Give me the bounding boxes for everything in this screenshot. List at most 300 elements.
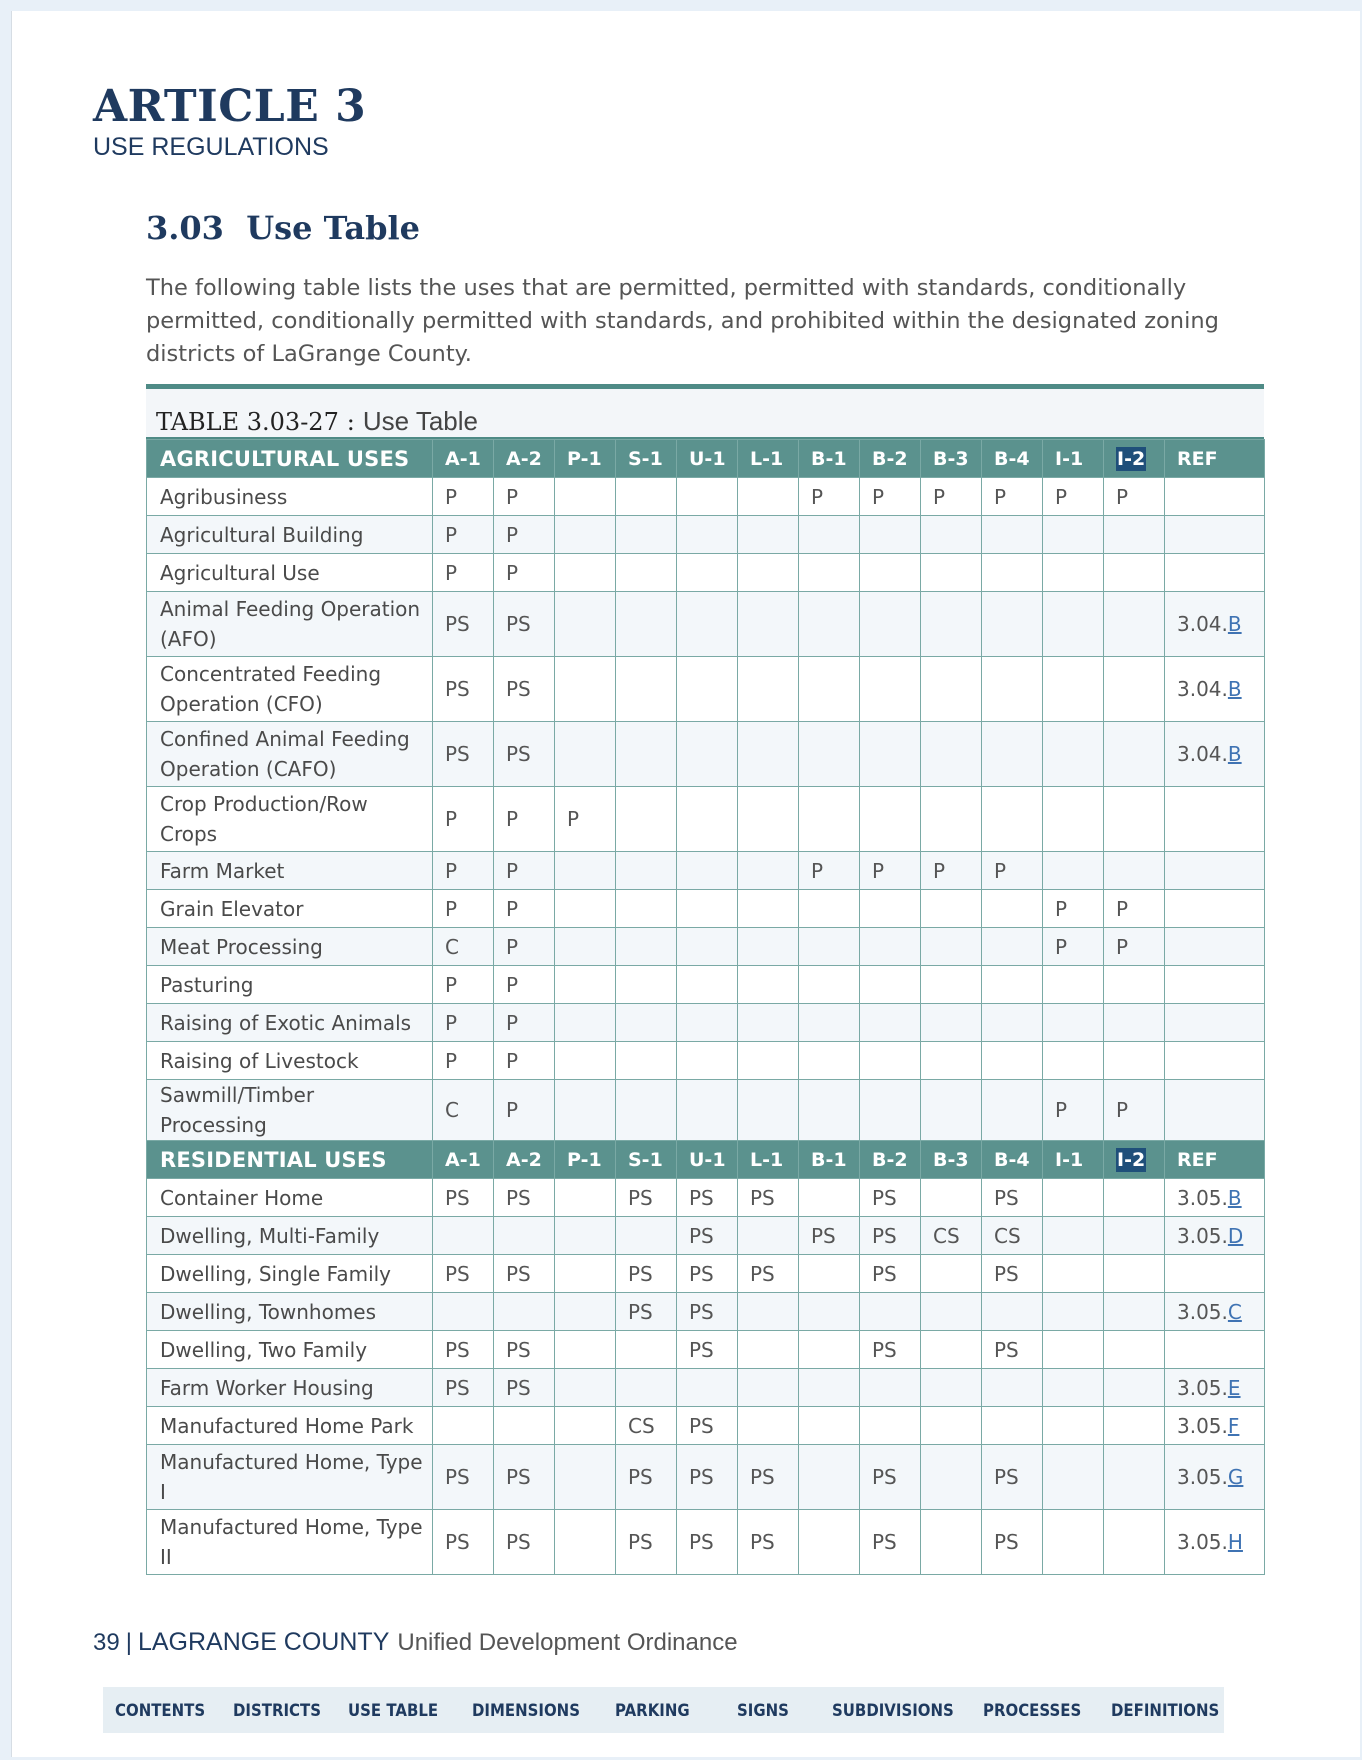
district-permission-cell: PS	[494, 592, 555, 657]
district-permission-cell: PS	[433, 1445, 494, 1510]
use-name: Agribusiness	[147, 478, 433, 516]
district-permission-cell	[921, 1510, 982, 1575]
column-header	[677, 1141, 738, 1179]
reference-cell	[1165, 1445, 1265, 1510]
district-permission-cell	[1043, 1369, 1104, 1407]
reference-cell	[1165, 1080, 1265, 1141]
district-permission-cell	[1043, 1445, 1104, 1510]
district-permission-cell	[860, 1293, 921, 1331]
district-permission-cell: P	[494, 787, 555, 852]
district-permission-cell: PS	[738, 1445, 799, 1510]
column-header-label: S-1	[628, 1148, 663, 1171]
district-permission-cell	[1104, 592, 1165, 657]
district-permission-cell	[799, 554, 860, 592]
district-permission-cell	[1104, 1407, 1165, 1445]
column-header-label: B-3	[933, 1148, 969, 1171]
district-permission-cell	[677, 966, 738, 1004]
district-permission-cell: PS	[982, 1510, 1043, 1575]
district-permission-cell	[433, 1407, 494, 1445]
district-permission-cell: PS	[982, 1445, 1043, 1510]
district-permission-cell	[921, 787, 982, 852]
district-permission-cell: P	[860, 478, 921, 516]
district-permission-cell: PS	[433, 1510, 494, 1575]
district-permission-cell	[921, 1042, 982, 1080]
district-permission-cell	[616, 1369, 677, 1407]
reference-cell	[1165, 1510, 1265, 1575]
district-permission-cell	[616, 852, 677, 890]
reference-link[interactable]: B	[1227, 612, 1242, 636]
use-table-container	[146, 384, 1264, 1575]
district-permission-cell	[616, 722, 677, 787]
district-permission-cell: PS	[494, 1179, 555, 1217]
district-permission-cell	[494, 1293, 555, 1331]
district-permission-cell: PS	[677, 1293, 738, 1331]
column-header	[616, 1141, 677, 1179]
district-permission-cell	[1104, 852, 1165, 890]
district-permission-cell: P	[1043, 890, 1104, 928]
column-header	[738, 440, 799, 478]
district-permission-cell	[677, 1042, 738, 1080]
district-permission-cell: P	[494, 966, 555, 1004]
district-permission-cell	[738, 554, 799, 592]
district-permission-cell	[616, 1331, 677, 1369]
district-permission-cell	[738, 1042, 799, 1080]
reference-cell	[1165, 516, 1265, 554]
district-permission-cell	[982, 516, 1043, 554]
district-permission-cell: PS	[494, 1331, 555, 1369]
table-row	[147, 852, 1265, 890]
district-permission-cell	[921, 1179, 982, 1217]
district-permission-cell	[1104, 1293, 1165, 1331]
district-permission-cell	[799, 1510, 860, 1575]
district-permission-cell	[616, 478, 677, 516]
reference-cell	[1165, 592, 1265, 657]
district-permission-cell	[738, 1004, 799, 1042]
district-permission-cell: P	[921, 478, 982, 516]
column-header	[1165, 1141, 1265, 1179]
table-group-header	[147, 1141, 1265, 1179]
column-header	[555, 1141, 616, 1179]
district-permission-cell	[799, 787, 860, 852]
district-permission-cell	[982, 1407, 1043, 1445]
district-permission-cell: P	[982, 852, 1043, 890]
district-permission-cell	[616, 1042, 677, 1080]
district-permission-cell	[982, 1042, 1043, 1080]
table-row	[147, 1042, 1265, 1080]
district-permission-cell	[799, 1179, 860, 1217]
use-name: Farm Market	[147, 852, 433, 890]
reference-cell	[1165, 890, 1265, 928]
column-header-label: L-1	[750, 1148, 784, 1171]
use-table	[146, 439, 1265, 1575]
nav-dimensions[interactable]: DIMENSIONS	[472, 1701, 580, 1721]
district-permission-cell: PS	[677, 1179, 738, 1217]
district-permission-cell: PS	[616, 1179, 677, 1217]
district-permission-cell: PS	[860, 1179, 921, 1217]
use-name: Container Home	[147, 1179, 433, 1217]
district-permission-cell	[555, 1255, 616, 1293]
column-header-label: I-1	[1055, 447, 1084, 470]
district-permission-cell	[1104, 1255, 1165, 1293]
district-permission-cell: P	[494, 852, 555, 890]
district-permission-cell	[799, 722, 860, 787]
article-subtitle: USE REGULATIONS	[93, 133, 329, 161]
use-name: Dwelling, Single Family	[147, 1255, 433, 1293]
district-permission-cell	[677, 890, 738, 928]
column-header	[1043, 440, 1104, 478]
district-permission-cell	[555, 478, 616, 516]
district-permission-cell: PS	[738, 1510, 799, 1575]
reference-cell	[1165, 1293, 1265, 1331]
district-permission-cell: P	[494, 890, 555, 928]
district-permission-cell	[860, 554, 921, 592]
table-caption	[146, 389, 1264, 439]
column-header	[433, 440, 494, 478]
page-footer	[93, 1628, 738, 1657]
district-permission-cell: P	[555, 787, 616, 852]
section-heading: 3.03 Use Table	[146, 209, 421, 247]
reference-cell	[1165, 1255, 1265, 1293]
district-permission-cell	[1104, 1445, 1165, 1510]
district-permission-cell	[799, 1080, 860, 1141]
column-header	[982, 1141, 1043, 1179]
district-permission-cell	[860, 1080, 921, 1141]
nav-processes[interactable]: PROCESSES	[983, 1701, 1082, 1721]
district-permission-cell: PS	[677, 1331, 738, 1369]
table-row	[147, 1179, 1265, 1217]
table-row	[147, 554, 1265, 592]
reference-link[interactable]: G	[1227, 1465, 1244, 1489]
district-permission-cell	[555, 722, 616, 787]
district-permission-cell	[799, 657, 860, 722]
district-permission-cell	[860, 1004, 921, 1042]
table-row	[147, 516, 1265, 554]
table-row	[147, 1445, 1265, 1510]
district-permission-cell	[616, 516, 677, 554]
column-header	[616, 440, 677, 478]
district-permission-cell	[555, 516, 616, 554]
reference-cell	[1165, 1042, 1265, 1080]
district-permission-cell	[799, 1369, 860, 1407]
district-permission-cell	[1043, 1004, 1104, 1042]
district-permission-cell	[738, 890, 799, 928]
district-permission-cell: PS	[616, 1293, 677, 1331]
nav-districts[interactable]: DISTRICTS	[233, 1701, 322, 1721]
district-permission-cell	[982, 1369, 1043, 1407]
article-title: ARTICLE 3	[93, 81, 367, 132]
district-permission-cell	[982, 592, 1043, 657]
reference-section: 3.05.	[1177, 1185, 1228, 1210]
group-name: AGRICULTURAL USES	[147, 440, 433, 478]
district-permission-cell	[860, 722, 921, 787]
column-header-label: A-2	[506, 447, 542, 470]
table-row	[147, 1293, 1265, 1331]
district-permission-cell	[1104, 1510, 1165, 1575]
reference-cell	[1165, 928, 1265, 966]
district-permission-cell: P	[1104, 890, 1165, 928]
district-permission-cell: PS	[433, 592, 494, 657]
district-permission-cell	[738, 722, 799, 787]
district-permission-cell: PS	[494, 1369, 555, 1407]
reference-link[interactable]: B	[1227, 1185, 1242, 1210]
district-permission-cell	[1043, 966, 1104, 1004]
district-permission-cell	[1104, 1042, 1165, 1080]
district-permission-cell	[616, 890, 677, 928]
district-permission-cell	[1104, 1369, 1165, 1407]
reference-section: 3.04.	[1177, 677, 1228, 701]
district-permission-cell	[555, 1293, 616, 1331]
bottom-navigation	[103, 1687, 1224, 1733]
table-row	[147, 928, 1265, 966]
column-header	[921, 1141, 982, 1179]
reference-link[interactable]: E	[1227, 1375, 1241, 1400]
district-permission-cell: PS	[860, 1255, 921, 1293]
district-permission-cell	[1104, 966, 1165, 1004]
district-permission-cell	[799, 516, 860, 554]
district-permission-cell	[1043, 1179, 1104, 1217]
district-permission-cell	[860, 966, 921, 1004]
district-permission-cell	[738, 1369, 799, 1407]
district-permission-cell	[616, 966, 677, 1004]
column-header-label: A-1	[445, 447, 481, 470]
use-name: Manufactured Home Park	[147, 1407, 433, 1445]
column-header	[494, 440, 555, 478]
nav-parking[interactable]: PARKING	[615, 1701, 690, 1721]
district-permission-cell: PS	[677, 1445, 738, 1510]
reference-cell	[1165, 1331, 1265, 1369]
district-permission-cell: P	[494, 1080, 555, 1141]
district-permission-cell: PS	[860, 1217, 921, 1255]
district-permission-cell	[555, 1042, 616, 1080]
district-permission-cell	[555, 890, 616, 928]
nav-contents[interactable]: CONTENTS	[115, 1701, 206, 1721]
district-permission-cell	[860, 516, 921, 554]
district-permission-cell	[1104, 722, 1165, 787]
district-permission-cell	[555, 1445, 616, 1510]
table-group-header	[147, 440, 1265, 478]
district-permission-cell: P	[799, 478, 860, 516]
district-permission-cell	[860, 657, 921, 722]
district-permission-cell	[799, 1042, 860, 1080]
district-permission-cell: PS	[860, 1445, 921, 1510]
use-name: Agricultural Building	[147, 516, 433, 554]
district-permission-cell	[982, 787, 1043, 852]
district-permission-cell	[799, 1293, 860, 1331]
district-permission-cell: P	[494, 1042, 555, 1080]
district-permission-cell	[921, 1080, 982, 1141]
table-row	[147, 890, 1265, 928]
table-row	[147, 592, 1265, 657]
district-permission-cell	[860, 928, 921, 966]
column-header-label: I-2	[1117, 447, 1146, 470]
use-name: Grain Elevator	[147, 890, 433, 928]
district-permission-cell	[921, 966, 982, 1004]
district-permission-cell: PS	[433, 1255, 494, 1293]
district-permission-cell: CS	[616, 1407, 677, 1445]
reference-link[interactable]: B	[1227, 677, 1242, 701]
group-name: RESIDENTIAL USES	[147, 1141, 433, 1179]
reference-cell	[1165, 1179, 1265, 1217]
nav-subdivisions[interactable]: SUBDIVISIONS	[832, 1701, 954, 1721]
nav-definitions[interactable]: DEFINITIONS	[1111, 1701, 1220, 1721]
table-row	[147, 787, 1265, 852]
district-permission-cell	[1043, 1407, 1104, 1445]
district-permission-cell	[555, 852, 616, 890]
column-header	[494, 1141, 555, 1179]
district-permission-cell: P	[494, 1004, 555, 1042]
reference-cell	[1165, 966, 1265, 1004]
district-permission-cell	[799, 890, 860, 928]
district-permission-cell	[1104, 1004, 1165, 1042]
column-header-label: U-1	[689, 1148, 726, 1171]
table-row	[147, 657, 1265, 722]
district-permission-cell	[616, 1217, 677, 1255]
column-header-label: L-1	[750, 447, 784, 470]
district-permission-cell: P	[982, 478, 1043, 516]
nav-signs[interactable]: SIGNS	[737, 1701, 789, 1721]
district-permission-cell	[433, 1217, 494, 1255]
district-permission-cell: PS	[982, 1331, 1043, 1369]
column-header-label: B-2	[872, 1148, 908, 1171]
district-permission-cell	[555, 1407, 616, 1445]
district-permission-cell	[921, 1331, 982, 1369]
district-permission-cell	[494, 1217, 555, 1255]
district-permission-cell: P	[1104, 928, 1165, 966]
column-header-label: I-2	[1117, 1148, 1146, 1171]
nav-use-table[interactable]: USE TABLE	[348, 1701, 439, 1721]
district-permission-cell: P	[433, 852, 494, 890]
reference-cell	[1165, 722, 1265, 787]
reference-link[interactable]: C	[1227, 1299, 1242, 1324]
reference-section: 3.05.	[1177, 1299, 1228, 1324]
reference-link[interactable]: D	[1227, 1223, 1244, 1248]
district-permission-cell: P	[494, 928, 555, 966]
district-permission-cell	[677, 928, 738, 966]
district-permission-cell	[555, 928, 616, 966]
district-permission-cell	[921, 554, 982, 592]
district-permission-cell	[555, 1369, 616, 1407]
district-permission-cell	[555, 592, 616, 657]
column-header-label: B-4	[994, 1148, 1030, 1171]
district-permission-cell	[1043, 1217, 1104, 1255]
district-permission-cell	[1043, 1042, 1104, 1080]
district-permission-cell: PS	[494, 1255, 555, 1293]
district-permission-cell	[1043, 592, 1104, 657]
district-permission-cell	[921, 928, 982, 966]
district-permission-cell	[921, 657, 982, 722]
column-header-label: P-1	[567, 447, 602, 470]
district-permission-cell: P	[921, 852, 982, 890]
district-permission-cell	[921, 1445, 982, 1510]
district-permission-cell: PS	[433, 1331, 494, 1369]
district-permission-cell	[921, 722, 982, 787]
district-permission-cell: C	[433, 1080, 494, 1141]
district-permission-cell	[1104, 657, 1165, 722]
district-permission-cell	[433, 1293, 494, 1331]
district-permission-cell	[738, 478, 799, 516]
district-permission-cell: PS	[677, 1407, 738, 1445]
district-permission-cell: PS	[982, 1255, 1043, 1293]
district-permission-cell	[799, 1407, 860, 1445]
district-permission-cell	[616, 657, 677, 722]
use-name: Manufactured Home, Type II	[147, 1510, 433, 1575]
column-header	[799, 1141, 860, 1179]
district-permission-cell	[555, 1080, 616, 1141]
district-permission-cell: P	[433, 787, 494, 852]
column-header	[1165, 440, 1265, 478]
district-permission-cell	[738, 928, 799, 966]
column-header-label: B-3	[933, 447, 969, 470]
table-row	[147, 1331, 1265, 1369]
column-header-label: A-2	[506, 1148, 542, 1171]
district-permission-cell: P	[860, 852, 921, 890]
column-header-label: B-2	[872, 447, 908, 470]
district-permission-cell	[494, 1407, 555, 1445]
district-permission-cell	[555, 1004, 616, 1042]
table-caption-separator: :	[346, 408, 355, 436]
reference-section: 3.05.	[1177, 1375, 1228, 1400]
district-permission-cell	[982, 554, 1043, 592]
district-permission-cell: PS	[616, 1510, 677, 1575]
district-permission-cell	[1043, 852, 1104, 890]
column-header-label: U-1	[689, 447, 726, 470]
district-permission-cell: PS	[860, 1331, 921, 1369]
table-row	[147, 1004, 1265, 1042]
district-permission-cell	[1043, 1255, 1104, 1293]
use-name: Agricultural Use	[147, 554, 433, 592]
district-permission-cell	[677, 592, 738, 657]
column-header	[921, 440, 982, 478]
column-header	[677, 440, 738, 478]
district-permission-cell	[738, 1407, 799, 1445]
district-permission-cell: P	[1104, 478, 1165, 516]
use-name: Farm Worker Housing	[147, 1369, 433, 1407]
reference-section: 3.04.	[1177, 612, 1228, 636]
district-permission-cell	[555, 1331, 616, 1369]
district-permission-cell	[799, 928, 860, 966]
column-header	[799, 440, 860, 478]
use-name: Dwelling, Two Family	[147, 1331, 433, 1369]
district-permission-cell	[677, 1369, 738, 1407]
column-header	[555, 440, 616, 478]
reference-link[interactable]: B	[1227, 742, 1242, 766]
district-permission-cell	[982, 1293, 1043, 1331]
table-row	[147, 966, 1265, 1004]
district-permission-cell	[677, 787, 738, 852]
reference-link[interactable]: H	[1227, 1530, 1243, 1554]
use-name: Concentrated Feeding Operation (CFO)	[147, 657, 433, 722]
table-row	[147, 1407, 1265, 1445]
district-permission-cell	[921, 592, 982, 657]
district-permission-cell	[921, 1369, 982, 1407]
district-permission-cell	[982, 657, 1043, 722]
district-permission-cell	[799, 966, 860, 1004]
district-permission-cell: P	[433, 1004, 494, 1042]
district-permission-cell	[1043, 1510, 1104, 1575]
district-permission-cell	[799, 1445, 860, 1510]
district-permission-cell	[616, 1004, 677, 1042]
reference-link[interactable]: F	[1227, 1413, 1240, 1438]
district-permission-cell: PS	[433, 1369, 494, 1407]
district-permission-cell	[677, 478, 738, 516]
use-name: Raising of Livestock	[147, 1042, 433, 1080]
district-permission-cell	[1043, 516, 1104, 554]
reference-cell	[1165, 1004, 1265, 1042]
district-permission-cell: PS	[982, 1179, 1043, 1217]
district-permission-cell	[982, 722, 1043, 787]
district-permission-cell	[921, 1255, 982, 1293]
table-row	[147, 478, 1265, 516]
